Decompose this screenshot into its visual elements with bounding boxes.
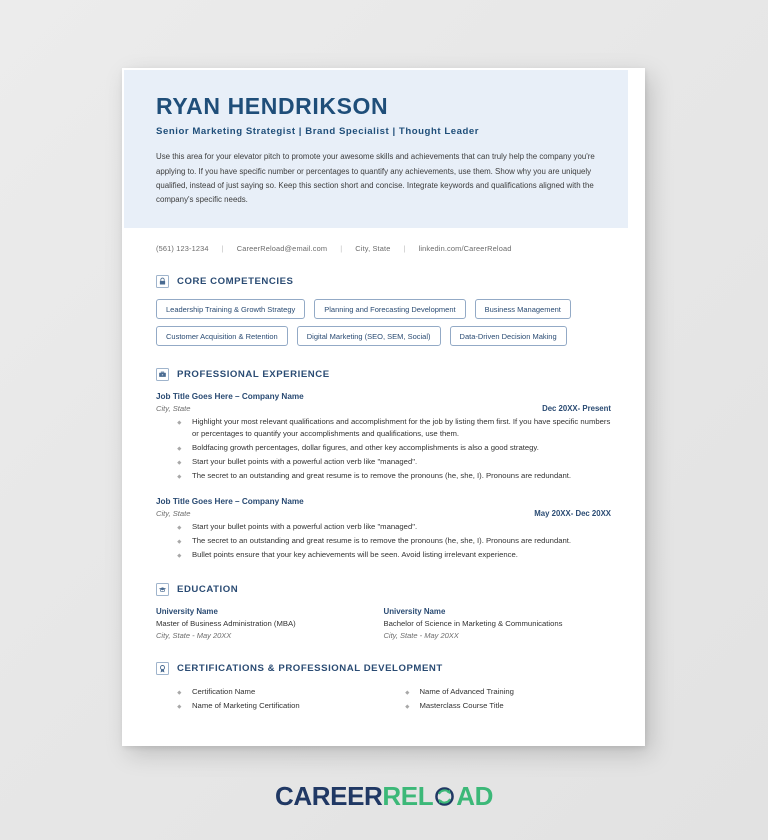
- careerreload-logo[interactable]: [0, 783, 768, 809]
- job-dates: May 20XX- Dec 20XX: [534, 508, 611, 518]
- job-bullet: The secret to an outstanding and great resume is to remove the pronouns (he, she, I). Pronouns are redundant.: [178, 470, 611, 482]
- experience-entry: [156, 392, 611, 483]
- contact-location: City, State: [355, 244, 391, 253]
- job-location: City, State: [156, 404, 191, 413]
- competency-pill-rows: [156, 299, 611, 346]
- certifications-column: [384, 686, 612, 714]
- education-location-date: City, State - May 20XX: [383, 631, 459, 641]
- candidate-name: RYAN HENDRIKSON: [156, 93, 389, 119]
- section-title: EDUCATION: [177, 584, 239, 596]
- contact-linkedin[interactable]: linkedin.com/CareerReload: [418, 244, 512, 253]
- logo-text-ad: AD: [456, 781, 493, 811]
- job-bullet-list: [156, 416, 611, 483]
- graduation-cap-icon: [156, 583, 169, 596]
- education-heading: [156, 583, 611, 596]
- job-meta: [156, 509, 611, 518]
- logo-text-career: CAREER: [275, 781, 383, 811]
- contact-row: [122, 228, 645, 253]
- resume-header-banner: [124, 70, 628, 228]
- contact-separator: |: [221, 244, 224, 253]
- education-grid: [156, 607, 611, 640]
- job-bullet: Start your bullet points with a powerful action verb like "managed".: [178, 456, 611, 468]
- section-education: [122, 583, 645, 640]
- certifications-column: [156, 686, 384, 714]
- professional-experience-heading: [156, 368, 611, 381]
- competency-pill[interactable]: Digital Marketing (SEO, SEM, Social): [297, 326, 441, 346]
- job-bullet: Boldfacing growth percentages, dollar figures, and other key accomplishments is also a good strategy.: [178, 442, 611, 454]
- section-title: CERTIFICATIONS & PROFESSIONAL DEVELOPMENT: [177, 663, 443, 675]
- competency-pill[interactable]: Business Management: [475, 299, 571, 319]
- certification-list: [384, 686, 612, 712]
- education-school: University Name: [156, 607, 218, 617]
- award-certificate-icon: [156, 662, 169, 675]
- job-meta: [156, 404, 611, 413]
- education-entry: [384, 607, 612, 640]
- certification-item: Name of Marketing Certification: [178, 700, 384, 712]
- education-degree: Master of Business Administration (MBA): [156, 619, 296, 629]
- job-title: Job Title Goes Here – Company Name: [156, 392, 304, 401]
- job-title: Job Title Goes Here – Company Name: [156, 496, 304, 506]
- section-professional-experience: [122, 368, 645, 561]
- job-location: City, State: [156, 508, 191, 518]
- professional-summary: Use this area for your elevator pitch to promote your awesome skills and achievements that can truly help the company you're applying to. If you have specific number or percentages to quantify any achievements, use them. Show why you are uniquely qualified, instead of just saying so. Keep this section short and concise. Integrate keywords and qualifications aligned with the company's specific needs.: [156, 152, 595, 205]
- contact-phone[interactable]: (561) 123-1234: [156, 244, 209, 253]
- job-bullet: Start your bullet points with a powerful action verb like "managed".: [178, 521, 611, 533]
- competency-row: [156, 299, 611, 319]
- section-title: PROFESSIONAL EXPERIENCE: [177, 369, 330, 380]
- competency-pill[interactable]: Leadership Training & Growth Strategy: [156, 299, 305, 319]
- logo-text-rel: REL: [382, 781, 434, 811]
- core-competencies-heading: [156, 275, 611, 288]
- job-dates: Dec 20XX- Present: [542, 404, 611, 413]
- education-entry: [156, 607, 384, 640]
- briefcase-icon: [156, 368, 169, 381]
- contact-separator: |: [340, 244, 343, 253]
- resume-page: [122, 68, 645, 746]
- contact-separator: |: [403, 244, 406, 253]
- certification-item: Name of Advanced Training: [406, 686, 612, 698]
- experience-entry: [156, 497, 611, 561]
- competency-pill[interactable]: Planning and Forecasting Development: [314, 299, 465, 319]
- competency-row: [156, 326, 611, 346]
- job-bullet: The secret to an outstanding and great resume is to remove the pronouns (he, she, I). Pronouns are redundant.: [178, 535, 611, 547]
- education-school: University Name: [383, 607, 446, 617]
- certification-list: [156, 686, 384, 712]
- education-degree: Bachelor of Science in Marketing & Communications: [383, 619, 563, 629]
- certifications-grid: [156, 686, 611, 714]
- certifications-heading: [156, 662, 611, 675]
- contact-email[interactable]: CareerReload@email.com: [236, 244, 328, 253]
- certification-item: Certification Name: [178, 686, 384, 698]
- section-core-competencies: [122, 275, 645, 346]
- job-bullet: Bullet points ensure that your key achievements will be seen. Avoid listing irrelevant experience.: [178, 549, 611, 561]
- badge-lock-icon: [156, 275, 169, 288]
- candidate-headline: Senior Marketing Strategist | Brand Specialist | Thought Leader: [156, 126, 480, 138]
- section-title: CORE COMPETENCIES: [177, 276, 294, 287]
- job-bullet: Highlight your most relevant qualifications and accomplishment for the job by listing them first. If you have specific numbers or percentages to quantify your accomplishments and qualifications, use them.: [178, 416, 611, 441]
- competency-pill[interactable]: Data-Driven Decision Making: [450, 326, 567, 346]
- education-location-date: City, State - May 20XX: [156, 631, 232, 641]
- certification-item: Masterclass Course Title: [406, 700, 612, 712]
- competency-pill[interactable]: Customer Acquisition & Retention: [156, 326, 288, 346]
- section-certifications: [122, 662, 645, 714]
- job-bullet-list: [156, 521, 611, 561]
- reload-circular-arrow-icon: [433, 785, 456, 808]
